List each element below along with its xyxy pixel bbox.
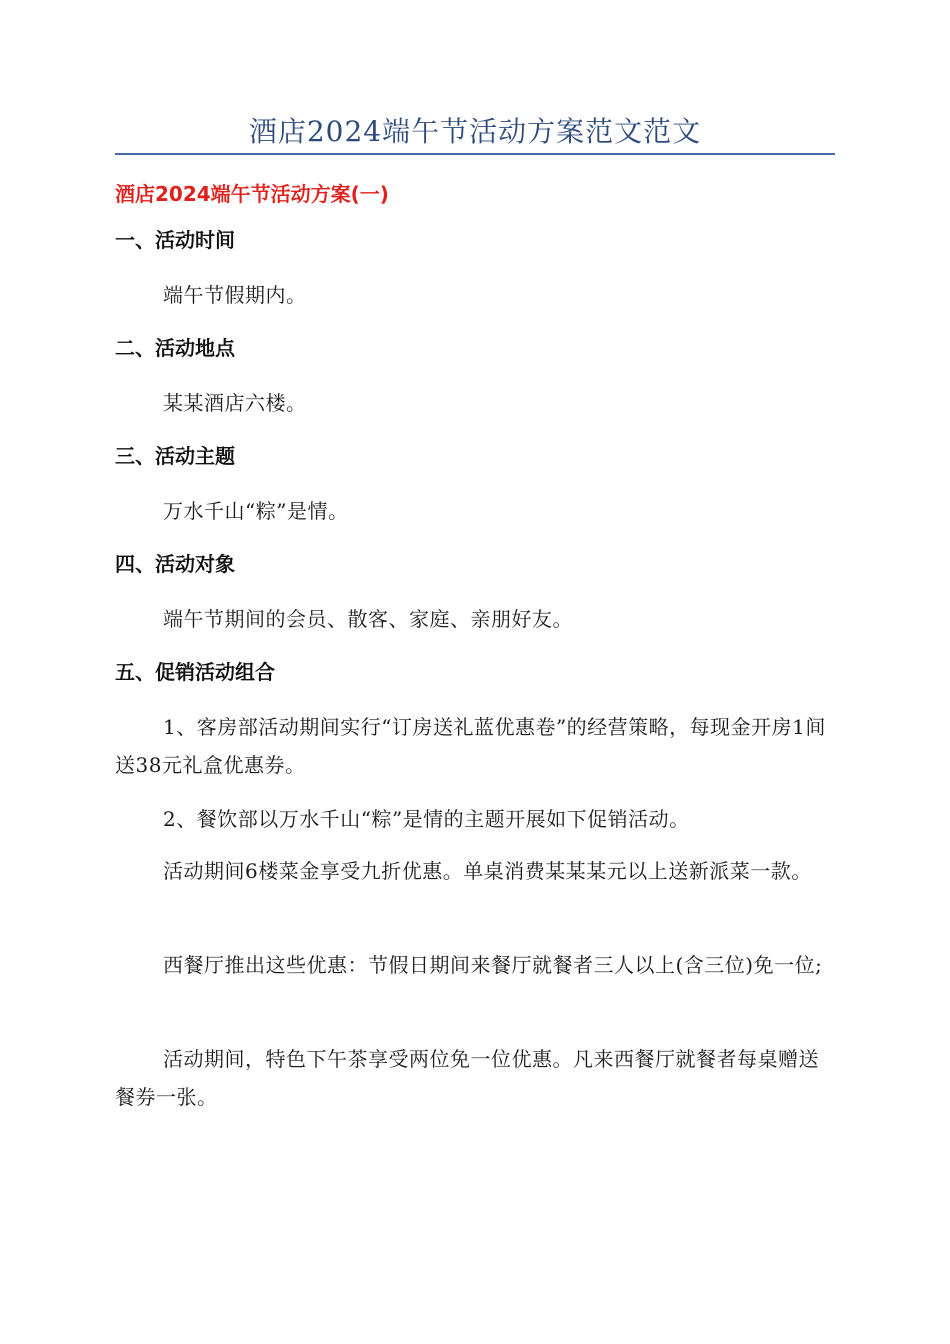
paragraph-promo-rooms: 1、客房部活动期间实行“订房送礼蓝优惠卷”的经营策略，每现金开房1间送38元礼盒优惠券。	[115, 715, 826, 777]
plan-subtitle: 酒店2024端午节活动方案(一)	[115, 182, 389, 206]
paragraph-promo-floor6: 活动期间6楼菜金享受九折优惠。单桌消费某某某元以上送新派菜一款。	[163, 859, 812, 883]
section-heading-location: 二、活动地点	[115, 336, 235, 360]
paragraph-theme: 万水千山“粽”是情。	[163, 499, 349, 523]
title-underline	[115, 153, 835, 155]
section-heading-theme: 三、活动主题	[115, 444, 235, 468]
paragraph-audience: 端午节期间的会员、散客、家庭、亲朋好友。	[163, 607, 573, 631]
section-heading-promotions: 五、促销活动组合	[115, 660, 275, 684]
section-heading-time: 一、活动时间	[115, 228, 235, 252]
paragraph-location: 某某酒店六楼。	[163, 391, 307, 415]
document-title: 酒店2024端午节活动方案范文范文	[248, 115, 702, 148]
paragraph-promo-tea: 活动期间，特色下午茶享受两位免一位优惠。凡来西餐厅就餐者每桌赠送餐券一张。	[115, 1047, 819, 1109]
paragraph-time: 端午节假期内。	[163, 283, 307, 307]
section-heading-audience: 四、活动对象	[115, 552, 235, 576]
paragraph-promo-western: 西餐厅推出这些优惠：节假日期间来餐厅就餐者三人以上(含三位)免一位;	[163, 953, 823, 977]
paragraph-promo-dining: 2、餐饮部以万水千山“粽”是情的主题开展如下促销活动。	[163, 807, 690, 831]
